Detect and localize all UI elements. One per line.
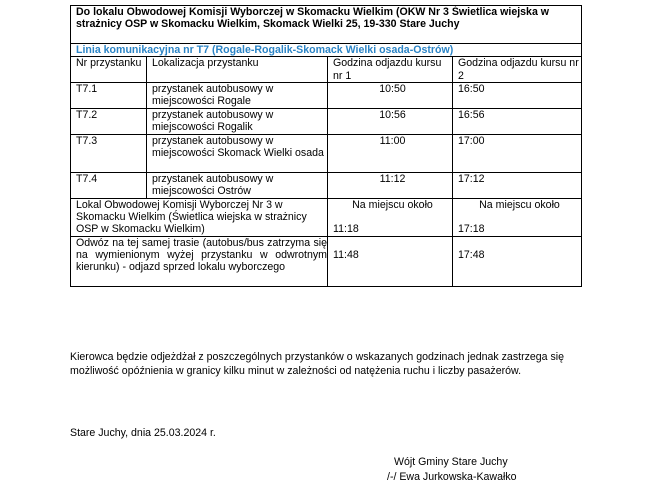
departure-course1: 11:12 [328,172,453,198]
departure-course2: 17:12 [453,172,582,198]
line-name: Linia komunikacyjna nr T7 (Rogale-Rogalik-Skomack Wielki osada-Ostrów) [71,44,582,57]
return-description: Odwóz na tej samej trasie (autobus/bus zatrzyma się na wymienionym wyżej przystanku w odwrotnym kierunku) - odjazd sprzed lokalu wyborczego [71,236,328,286]
polling-station-title: Do lokalu Obwodowej Komisji Wyborczej w Skomacku Wielkim (OKW Nr 3 Świetlica wiejska w strażnicy OSP w Skomacku Wielkim, Skomack Wielki 25, 19-330 Stare Juchy [71,6,582,44]
stop-no: T7.4 [71,172,147,198]
stop-no: T7.1 [71,82,147,108]
departure-course1: 10:56 [328,108,453,134]
return-course2 [453,236,582,286]
stop-location: przystanek autobusowy w miejscowości Ostrów [147,172,328,198]
departure-course2: 16:56 [453,108,582,134]
return-time-course2: 17:48 [458,249,485,262]
title-row [71,6,582,44]
departure-course2: 17:00 [453,134,582,172]
arrival-time-course2: 17:18 [458,223,485,236]
arrival-course1 [328,198,453,236]
driver-note: Kierowca będzie odjeżdżał z poszczególnych przystanków o wskazanych godzinach jednak zastrzega się możliwość opóźnienia w granicy kilku minut w zależności od natężenia ruchu i liczby pasażerów. [70,351,565,377]
arrival-course2 [453,198,582,236]
spacer [333,211,452,223]
departure-course1: 10:50 [328,82,453,108]
arrival-row [71,198,582,236]
line-row [71,44,582,57]
table-row [71,108,582,134]
spacer [458,211,581,223]
place-and-date: Stare Juchy, dnia 25.03.2024 r. [70,427,216,439]
return-course1 [328,236,453,286]
table-row [71,134,582,172]
schedule-table [70,5,582,287]
arrival-location: Lokal Obwodowej Komisji Wyborczej Nr 3 w Skomacku Wielkim (Świetlica wiejska w strażnicy OSP w Skomacku Wielkim) [71,198,328,236]
departure-course2: 16:50 [453,82,582,108]
col-header-course2: Godzina odjazdu kursu nr 2 [453,57,582,83]
stop-no: T7.2 [71,108,147,134]
header-row [71,57,582,83]
col-header-course1: Godzina odjazdu kursu nr 1 [328,57,453,83]
arrival-note-course2: Na miejscu około [479,198,560,211]
signer-title: Wójt Gminy Stare Juchy [394,456,508,468]
arrival-note-course1: Na miejscu około [352,198,433,211]
table-row [71,82,582,108]
stop-location: przystanek autobusowy w miejscowości Rogale [147,82,328,108]
stop-no: T7.3 [71,134,147,172]
departure-course1: 11:00 [328,134,453,172]
stop-location: przystanek autobusowy w miejscowości Rogalik [147,108,328,134]
signer-name: /-/ Ewa Jurkowska-Kawałko [387,471,517,483]
col-header-location: Lokalizacja przystanku [147,57,328,83]
table-row [71,172,582,198]
spacer [333,237,452,249]
col-header-stop-no: Nr przystanku [71,57,147,83]
spacer [458,237,581,249]
stop-location: przystanek autobusowy w miejscowości Skomack Wielki osada [147,134,328,172]
arrival-time-course1: 11:18 [333,223,359,236]
return-row [71,236,582,286]
return-time-course1: 11:48 [333,249,359,262]
